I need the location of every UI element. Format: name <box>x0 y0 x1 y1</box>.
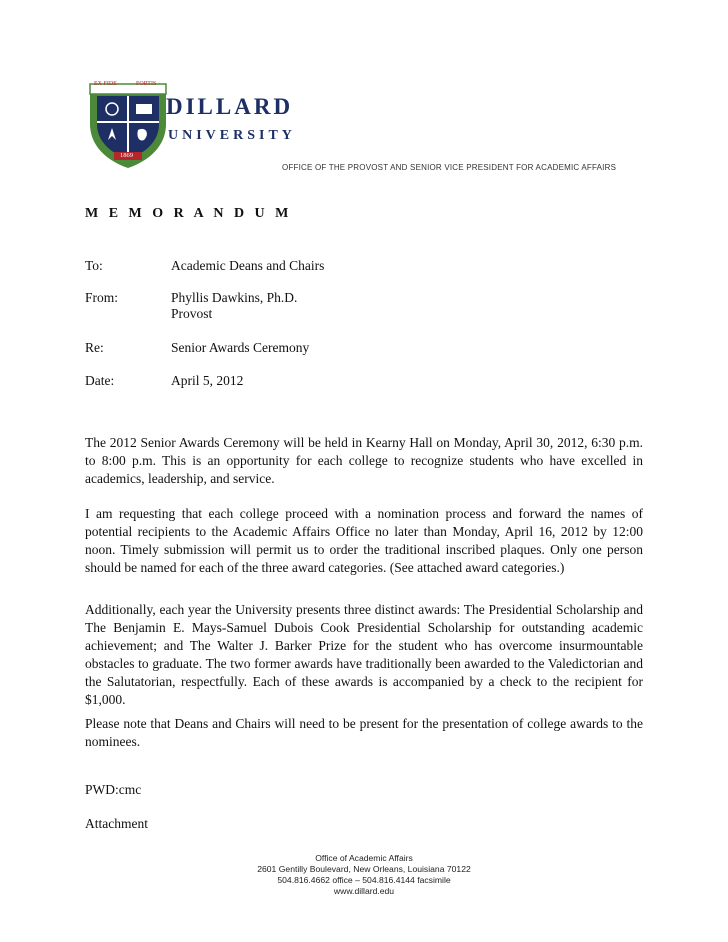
wordmark-dillard: DILLARD <box>166 94 294 119</box>
footer-website: www.dillard.edu <box>333 886 395 896</box>
crest-motto-right: FORTIS <box>136 81 157 87</box>
memo-re-row <box>85 340 309 356</box>
initials: PWD:cmc <box>85 782 142 797</box>
from-value <box>171 290 297 322</box>
footer-address <box>200 853 528 897</box>
crest-year: 1869 <box>120 152 133 159</box>
date-label: Date: <box>85 373 115 388</box>
office-line: OFFICE OF THE PROVOST AND SENIOR VICE PRESIDENT FOR ACADEMIC AFFAIRS <box>282 163 617 172</box>
wordmark-university: UNIVERSITY <box>168 128 296 143</box>
from-name: Phyllis Dawkins, Ph.D. <box>171 290 298 305</box>
paragraph-2: I am requesting that each college proceed with a nomination process and forward the names of potential recipients to the Academic Affairs Office no later than Monday, April 16, 2012 by 12:00 noon. Timely submission will permit us to order the traditional inscribed plaques. Only one person should be named for each of the three award categories. (See attached award categories.) <box>85 506 643 575</box>
memo-from-row <box>85 290 297 322</box>
to-label: To: <box>85 258 103 273</box>
memo-to-row <box>85 258 324 274</box>
date-value: April 5, 2012 <box>171 373 244 388</box>
paragraph-3: Additionally, each year the University presents three distinct awards: The Presidential Scholarship and The Benjamin E. Mays-Samuel Dubois Cook Presidential Scholarship for outstanding academic achievement; and The Walter J. Barker Prize for the student who has overcome insurmountable obstacles to graduate. The two former awards have traditionally been awarded to the Valedictorian and the Salutatorian, respectfully. Each of these awards is accompanied by a check to the recipient for $1,000. <box>85 602 643 707</box>
to-value: Academic Deans and Chairs <box>171 258 325 273</box>
from-title: Provost <box>171 306 213 321</box>
attachment-note: Attachment <box>85 816 148 831</box>
re-label: Re: <box>85 340 104 355</box>
paragraph-4: Please note that Deans and Chairs will need to be present for the presentation of college awards to the nominees. <box>85 716 643 749</box>
crest-motto-left: EX FIDE <box>94 81 117 87</box>
footer-phone: 504.816.4662 office – 504.816.4144 facsimile <box>277 875 451 885</box>
from-label: From: <box>85 290 119 305</box>
footer-office: Office of Academic Affairs <box>315 853 413 863</box>
footer-street: 2601 Gentilly Boulevard, New Orleans, Louisiana 70122 <box>257 864 471 874</box>
memo-title: M E M O R A N D U M <box>85 206 292 221</box>
paragraph-1: The 2012 Senior Awards Ceremony will be held in Kearny Hall on Monday, April 30, 2012, 6:30 p.m. to 8:00 p.m. This is an opportunity for each college to recognize students who have excelled in academics, leadership, and service. <box>85 435 643 486</box>
memo-date-row <box>85 373 243 389</box>
re-value: Senior Awards Ceremony <box>171 340 310 355</box>
